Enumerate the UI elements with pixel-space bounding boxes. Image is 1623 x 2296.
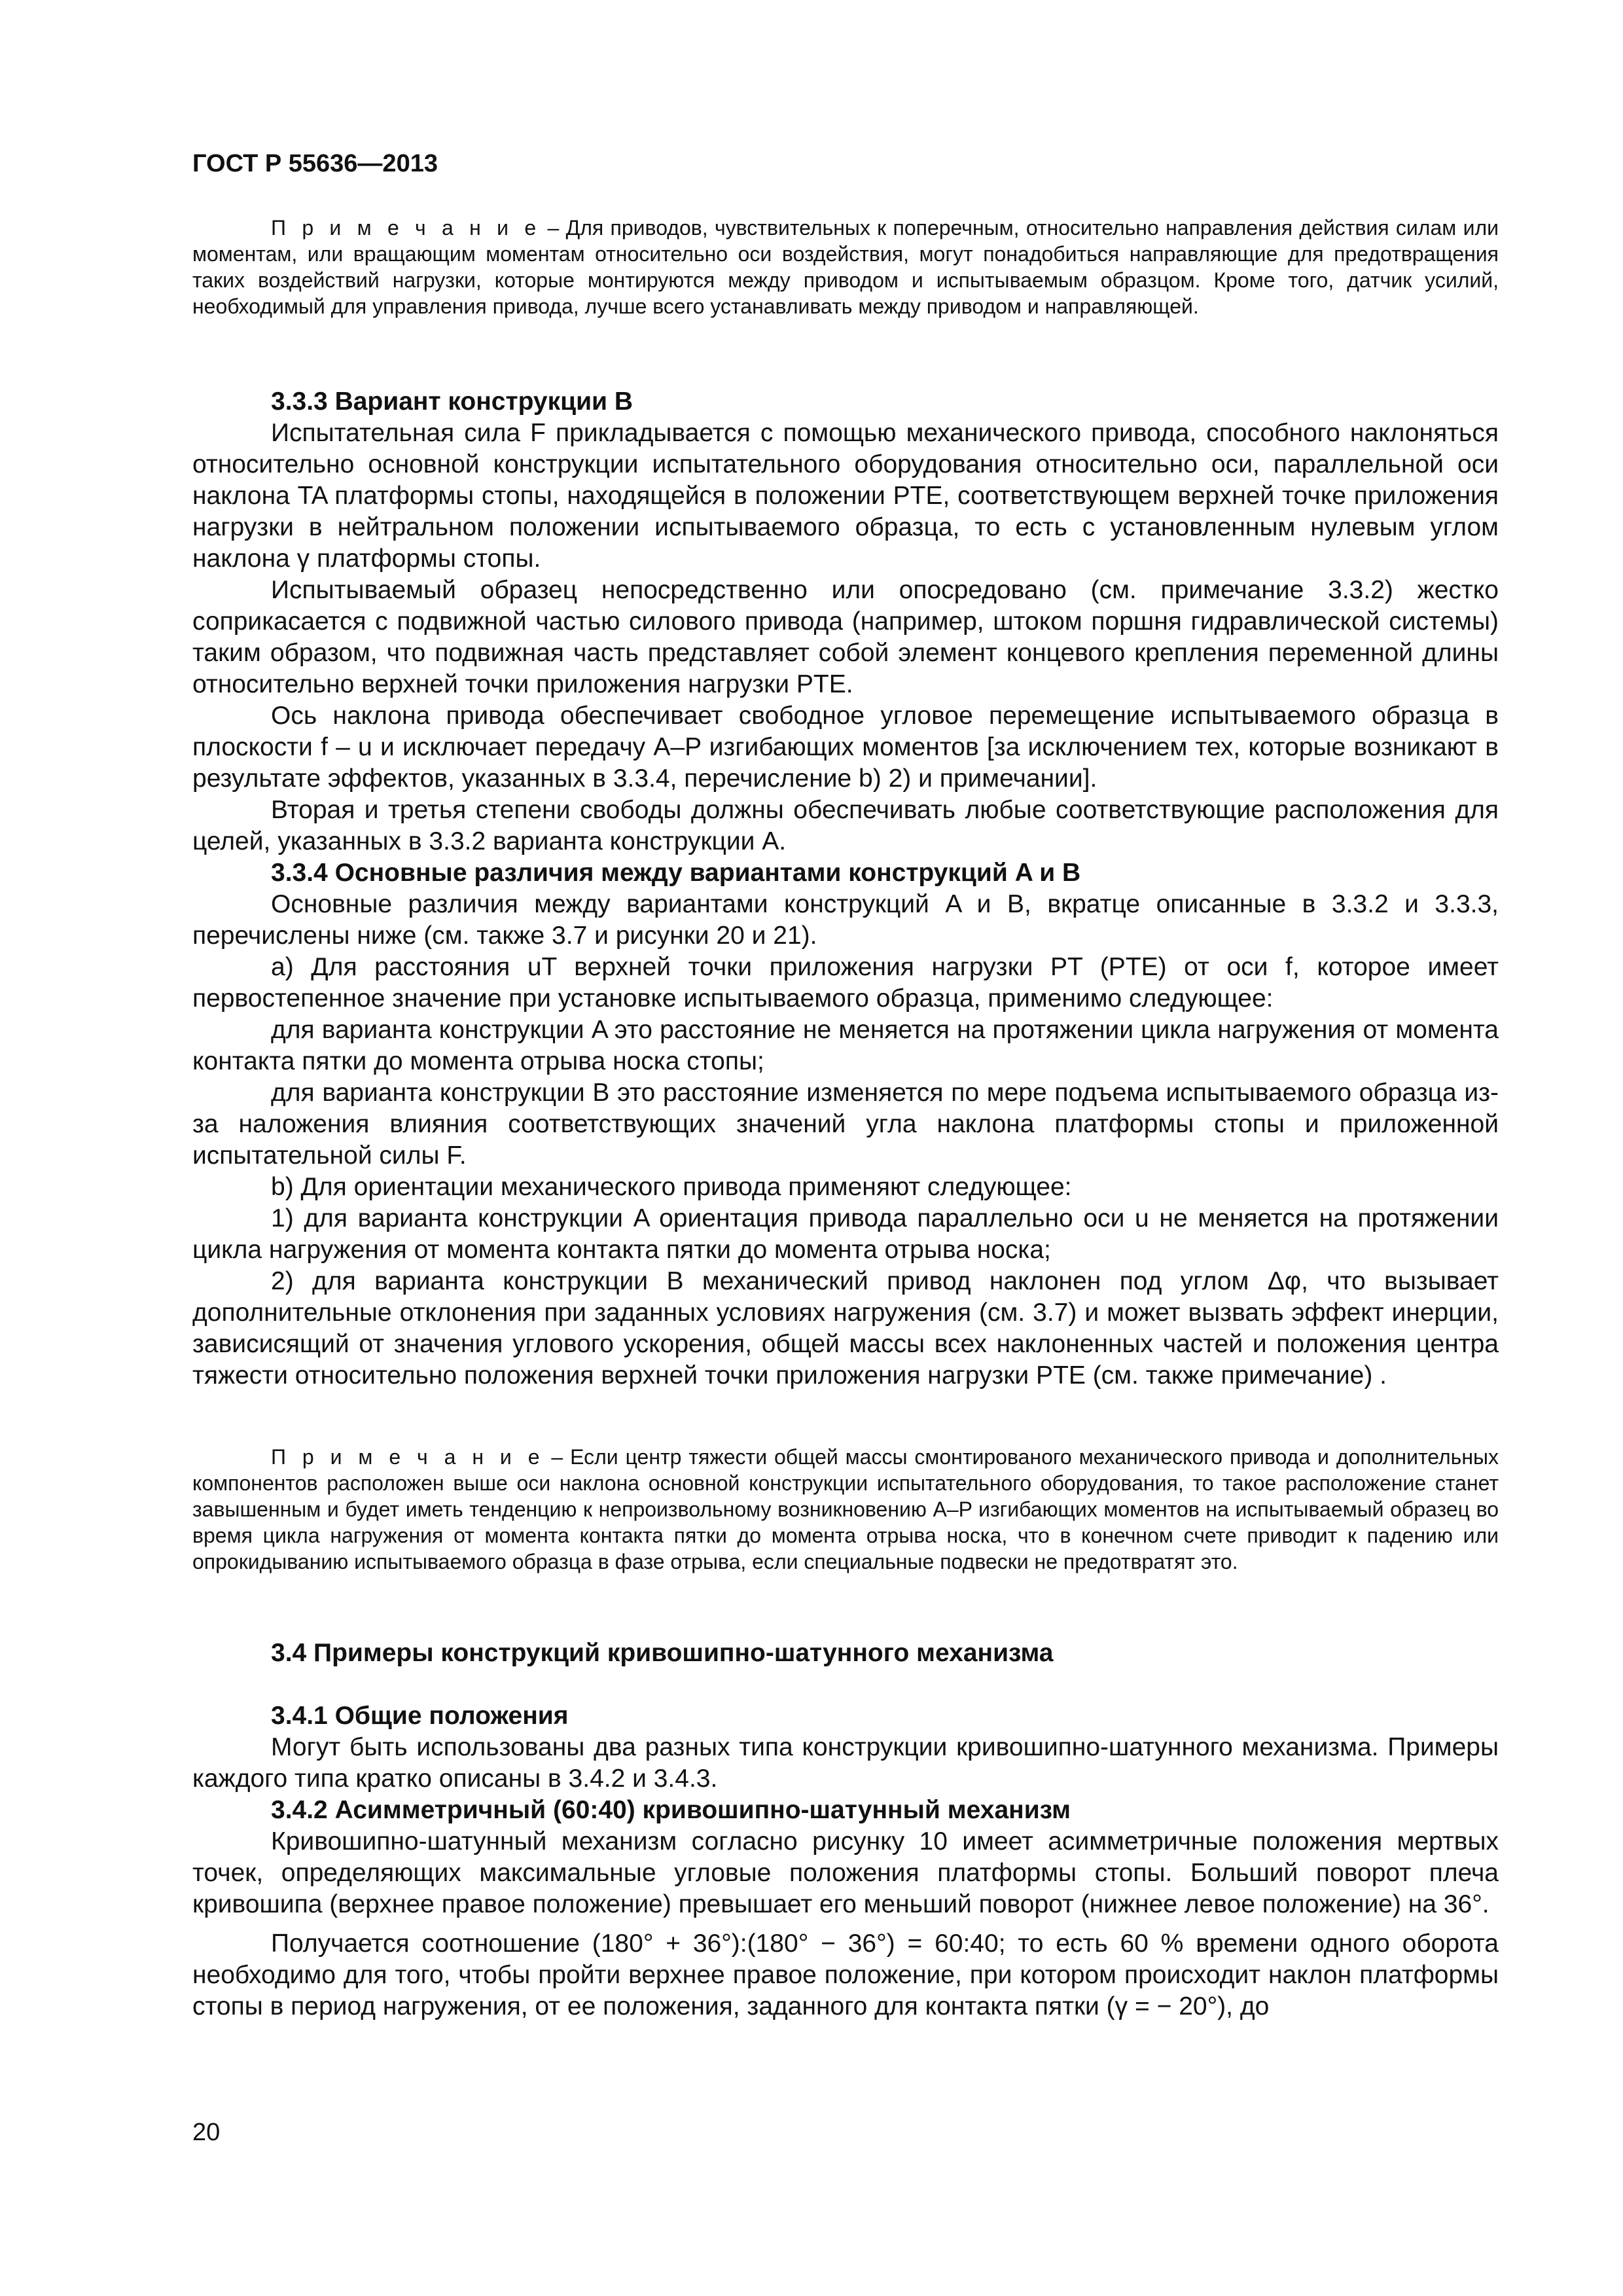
- paragraph: для варианта конструкции B это расстояние изменяется по мере подъема испытываемого образца из-за наложения влияния соответствующих значений угла наклона платформы стопы и приложенной испытательной силы F.: [192, 1079, 1499, 1170]
- paragraph: Кривошипно-шатунный механизм согласно рисунку 10 имеет асимметричные положения мертвых точек, определяющих максимальные угловые положения платформы стопы. Больший поворот плеча кривошипа (верхнее правое положение) превышает его меньший поворот (нижнее левое положение) на 36°.: [192, 1827, 1499, 1918]
- paragraph: 2) для варианта конструкции B механический привод наклонен под углом Δφ, что вызывает дополнительные отклонения при заданных условиях нагружения (см. 3.7) и может вызвать эффект инерции, зависисящий от значения углового ускорения, общей массы всех наклоненных частей и положения центра тяжести относительно положения верхней точки приложения нагрузки PTE (см. также примечание) .: [192, 1267, 1499, 1390]
- document-header: ГОСТ Р 55636—2013: [192, 150, 438, 177]
- page-number: 20: [192, 2119, 221, 2146]
- section-heading: 3.4.2 Асимметричный (60:40) кривошипно-шатунный механизм: [271, 1796, 1071, 1824]
- paragraph: Вторая и третья степени свободы должны обеспечивать любые соответствующие расположения для целей, указанных в 3.3.2 варианта конструкции A.: [192, 796, 1499, 855]
- note-text: – Если центр тяжести общей массы смонтированого механического привода и дополнительных компонентов расположен выше оси наклона основной конструкции испытательного оборудования, то такое расположение станет завышенным и будет иметь тенденцию к непроизвольному возникновению A–P изгибающих моментов на испытываемый образец во время цикла нагружения от момента контакта пятки до момента отрыва носка, что в конечном счете приводит к падению или опрокидыванию испытываемого образца в фазе отрыва, если специальные подвески не предотвратят это.: [192, 1445, 1499, 1573]
- paragraph: Испытательная сила F прикладывается с помощью механического привода, способного наклоняться относительно основной конструкции испытательного оборудования относительно оси, параллельной оси наклона TA платформы стопы, находящейся в положении PTE, соответствующем верхней точке приложения нагрузки в нейтральном положении испытываемого образца, то есть с установленным нулевым углом наклона γ платформы стопы.: [192, 419, 1499, 573]
- section-heading: 3.4 Примеры конструкций кривошипно-шатунного механизма: [271, 1639, 1054, 1667]
- paragraph: Могут быть использованы два разных типа конструкции кривошипно-шатунного механизма. Примеры каждого типа кратко описаны в 3.4.2 и 3.4.3.: [192, 1733, 1499, 1793]
- section-heading: 3.3.3 Вариант конструкции B: [271, 387, 633, 416]
- paragraph: b) Для ориентации механического привода применяют следующее:: [271, 1173, 1072, 1201]
- paragraph: Получается соотношение (180° + 36°):(180° − 36°) = 60:40; то есть 60 % времени одного оборота необходимо для того, чтобы пройти верхнее правое положение, при котором происходит наклон платформы стопы в период нагружения, от ее положения, заданного для контакта пятки (γ = − 20°), до: [192, 1929, 1499, 2020]
- note-label: П р и м е ч а н и е: [271, 1445, 544, 1469]
- paragraph: Испытываемый образец непосредственно или опосредовано (см. примечание 3.3.2) жестко соприкасается с подвижной частью силового привода (например, штоком поршня гидравлической системы) таким образом, что подвижная часть представляет собой элемент концевого крепления переменной длины относительно верхней точки приложения нагрузки PTE.: [192, 576, 1499, 698]
- note-1: [192, 215, 1499, 319]
- section-3-3-3: [192, 386, 1499, 1391]
- note-label: П р и м е ч а н и е: [271, 216, 541, 240]
- section-3-4-1: [192, 1700, 1499, 2022]
- paragraph: a) Для расстояния uT верхней точки приложения нагрузки PT (PTE) от оси f, которое имеет первостепенное значение при установке испытываемого образца, применимо следующее:: [192, 953, 1499, 1013]
- section-3-4: [192, 1638, 1499, 1669]
- paragraph: Основные различия между вариантами конструкций A и B, вкратце описанные в 3.3.2 и 3.3.3, перечислены ниже (см. также 3.7 и рисунки 20 и 21).: [192, 890, 1499, 950]
- document-page: [192, 0, 1499, 2296]
- paragraph: 1) для варианта конструкции A ориентация привода параллельно оси u не меняется на протяжении цикла нагружения от момента контакта пятки до момента отрыва носка;: [192, 1204, 1499, 1264]
- note-2: [192, 1444, 1499, 1575]
- section-heading: 3.4.1 Общие положения: [271, 1702, 569, 1730]
- section-heading: 3.3.4 Основные различия между вариантами конструкций A и B: [271, 859, 1081, 887]
- paragraph: для варианта конструкции A это расстояние не меняется на протяжении цикла нагружения от момента контакта пятки до момента отрыва носка стопы;: [192, 1016, 1499, 1075]
- note-text: – Для приводов, чувствительных к поперечным, относительно направления действия силам или моментам, или вращающим моментам относительно оси воздействия, могут понадобиться направляющие для предотвращения таких воздействий нагрузки, которые монтируются между приводом и испытываемым образцом. Кроме того, датчик усилий, необходимый для управления привода, лучше всего устанавливать между приводом и направляющей.: [192, 216, 1499, 318]
- paragraph: Ось наклона привода обеспечивает свободное угловое перемещение испытываемого образца в плоскости f – u и исключает передачу A–P изгибающих моментов [за исключением тех, которые возникают в результате эффектов, указанных в 3.3.4, перечисление b) 2) и примечании].: [192, 702, 1499, 793]
